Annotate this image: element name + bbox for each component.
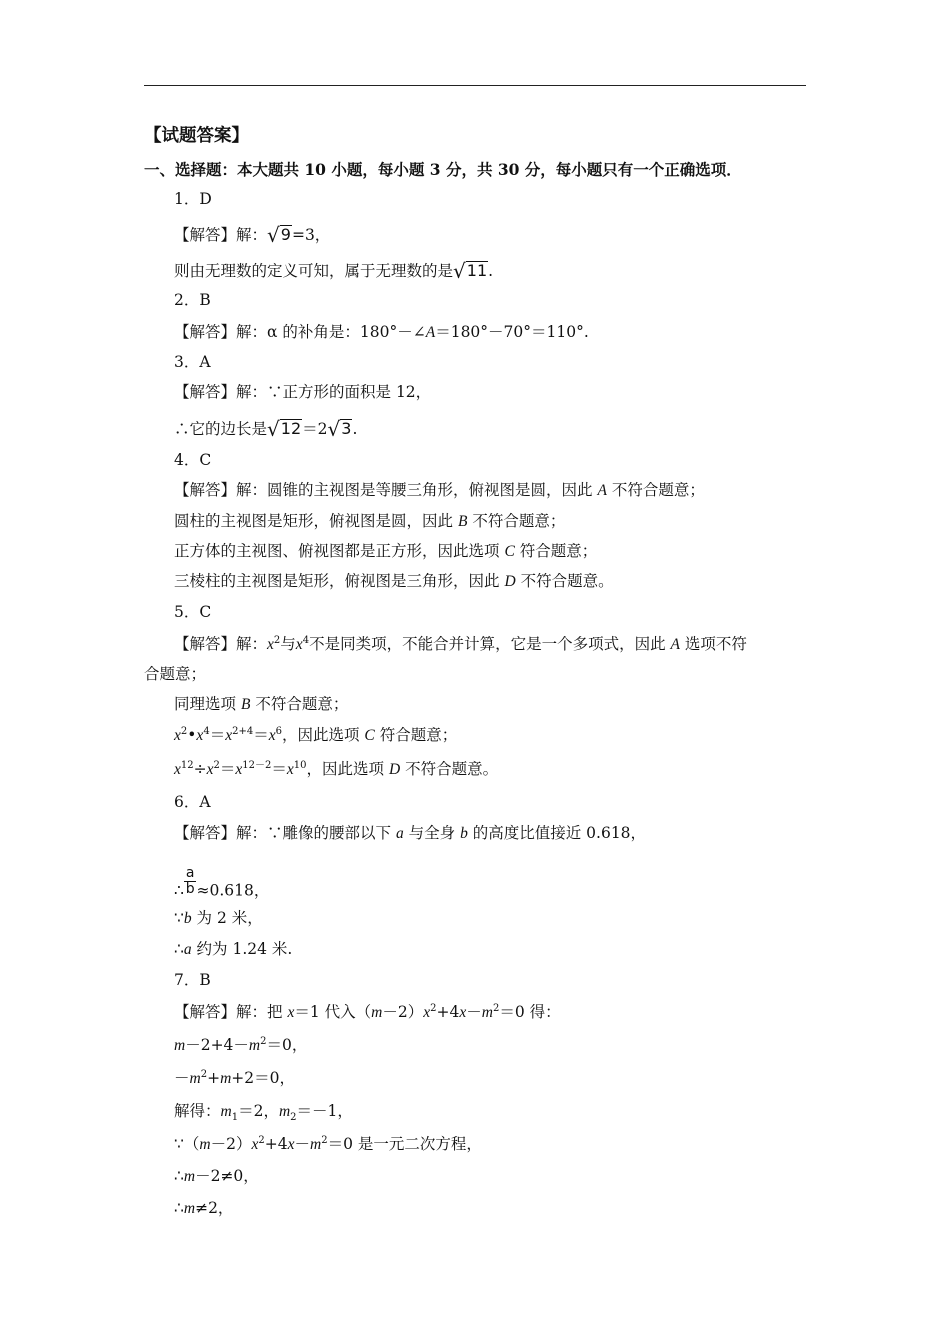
q7-line1: 【解答】解：把 x＝1 代入$(m-2)x^2+4x-m^2=0$ 得： — [174, 1003, 561, 1021]
q7-line7: ∴m≠2， — [174, 1199, 234, 1217]
q2-line1: 【解答】解：α 的补角是：180°－∠A＝180°－70°＝110°. — [174, 323, 589, 341]
q6-line3: ∵b 为 2 米， — [174, 909, 263, 927]
q1-answer: 1．D — [174, 190, 212, 208]
q4-answer: 4．C — [174, 451, 212, 469]
q5-line1-cont: 合题意； — [144, 665, 207, 683]
q6-line4: ∴a 约为 1.24 米. — [174, 940, 293, 958]
q1-line1: 【解答】解：√9=3， — [174, 223, 331, 247]
q7-line5: $\because(m-2)x^2+4x-m^2=0$ 是一元二次方程， — [174, 1135, 482, 1153]
q7-line2: $m-2+4-m^2=0$， — [174, 1036, 308, 1054]
q5-line1: 【解答】解：$x^2$与$x^4$不是同类项，不能合并计算，它是一个多项式，因此 A 选项不符 — [174, 635, 747, 653]
q5-line3: $x^2•x^4=x^{2+4}=x^6$，因此选项 C 符合题意； — [174, 726, 458, 744]
q4-line4: 三棱柱的主视图是矩形，俯视图是三角形，因此 D 不符合题意。 — [174, 572, 614, 590]
q7-line4: 解得：$m_1=2$，$m_2=-1$， — [174, 1102, 353, 1123]
q5-answer: 5．C — [174, 603, 212, 621]
q7-line3: $-m^2+m+2=0$， — [174, 1069, 296, 1087]
q4-line2: 圆柱的主视图是矩形，俯视图是圆，因此 B 不符合题意； — [174, 512, 566, 530]
q7-line6: ∴m－2≠0， — [174, 1167, 259, 1185]
q3-line2: ∴它的边长是√12＝2√3. — [174, 417, 358, 441]
header-rule — [144, 85, 806, 86]
q6-answer: 6．A — [174, 793, 211, 811]
fraction-a-over-b: $\frac{a}{b}$ — [185, 865, 195, 897]
q1-line2: 则由无理数的定义可知，属于无理数的是√11. — [174, 259, 494, 283]
q7-answer: 7．B — [174, 971, 211, 989]
q3-line1: 【解答】解：∵正方形的面积是 12， — [174, 383, 432, 401]
q2-answer: 2．B — [174, 291, 211, 309]
q6-line2: ∴ $\frac{a}{b}$ ≈0.618， — [174, 865, 270, 900]
q4-line3: 正方体的主视图、俯视图都是正方形，因此选项 C 符合题意； — [174, 542, 598, 560]
q5-line2: 同理选项 B 不符合题意； — [174, 695, 349, 713]
section-heading: 一、选择题：本大题共 10 小题，每小题 3 分，共 30 分，每小题只有一个正确选项． — [144, 160, 742, 179]
q3-answer: 3．A — [174, 353, 211, 371]
q4-line1: 【解答】解：圆锥的主视图是等腰三角形，俯视图是圆，因此 A 不符合题意； — [174, 481, 705, 499]
q5-line4: $x^{12}\div x^2=x^{12-2}=x^{10}$，因此选项 D 不符合题意。 — [174, 760, 499, 778]
q6-line1: 【解答】解：∵雕像的腰部以下 a 与全身 b 的高度比值接近 0.618， — [174, 824, 647, 842]
page-title: 【试题答案】 — [144, 126, 249, 146]
